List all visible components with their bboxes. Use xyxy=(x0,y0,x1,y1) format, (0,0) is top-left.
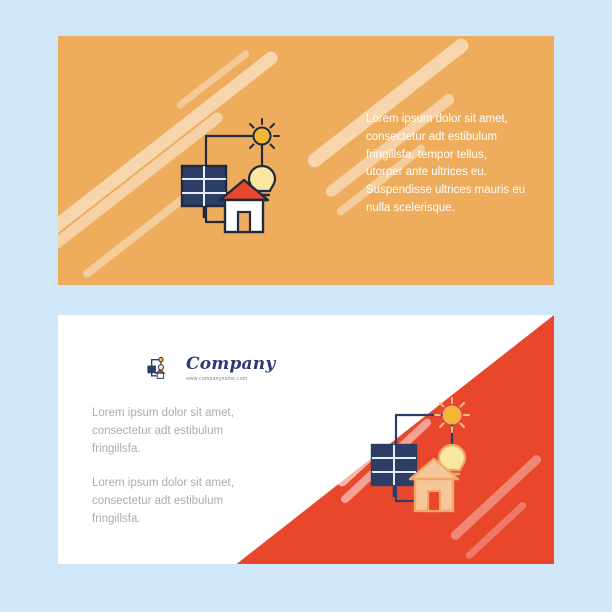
brand-url: www.companyname.com xyxy=(186,376,248,382)
brand-name: Company xyxy=(186,354,276,374)
solar-panel-icon xyxy=(372,445,416,497)
banner-top-body-text: Lorem ipsum dolor sit amet, consectetur adt estibulum fringillsfa. tempor tellus, utorper ante ultrices eu. Suspendisse ultrices mauris eu nulla scelerisque. xyxy=(366,113,526,215)
banner-bottom-paragraph-1: Lorem ipsum dolor sit amet, consectetur adt estibulum fringillsfa. xyxy=(92,407,234,455)
solar-panel-icon xyxy=(182,166,226,218)
logo-solar-house-icon xyxy=(144,355,178,383)
banner-top xyxy=(58,36,554,285)
solar-panel-house-illustration xyxy=(348,393,548,543)
banner-bottom-paragraph-2: Lorem ipsum dolor sit amet, consectetur adt estibulum fringillsfa. xyxy=(92,477,234,525)
brand-lockup[interactable] xyxy=(144,355,275,383)
solar-panel-house-illustration xyxy=(158,114,358,264)
banner-bottom xyxy=(58,315,554,564)
sun-icon xyxy=(435,398,469,432)
sun-icon xyxy=(245,119,279,153)
